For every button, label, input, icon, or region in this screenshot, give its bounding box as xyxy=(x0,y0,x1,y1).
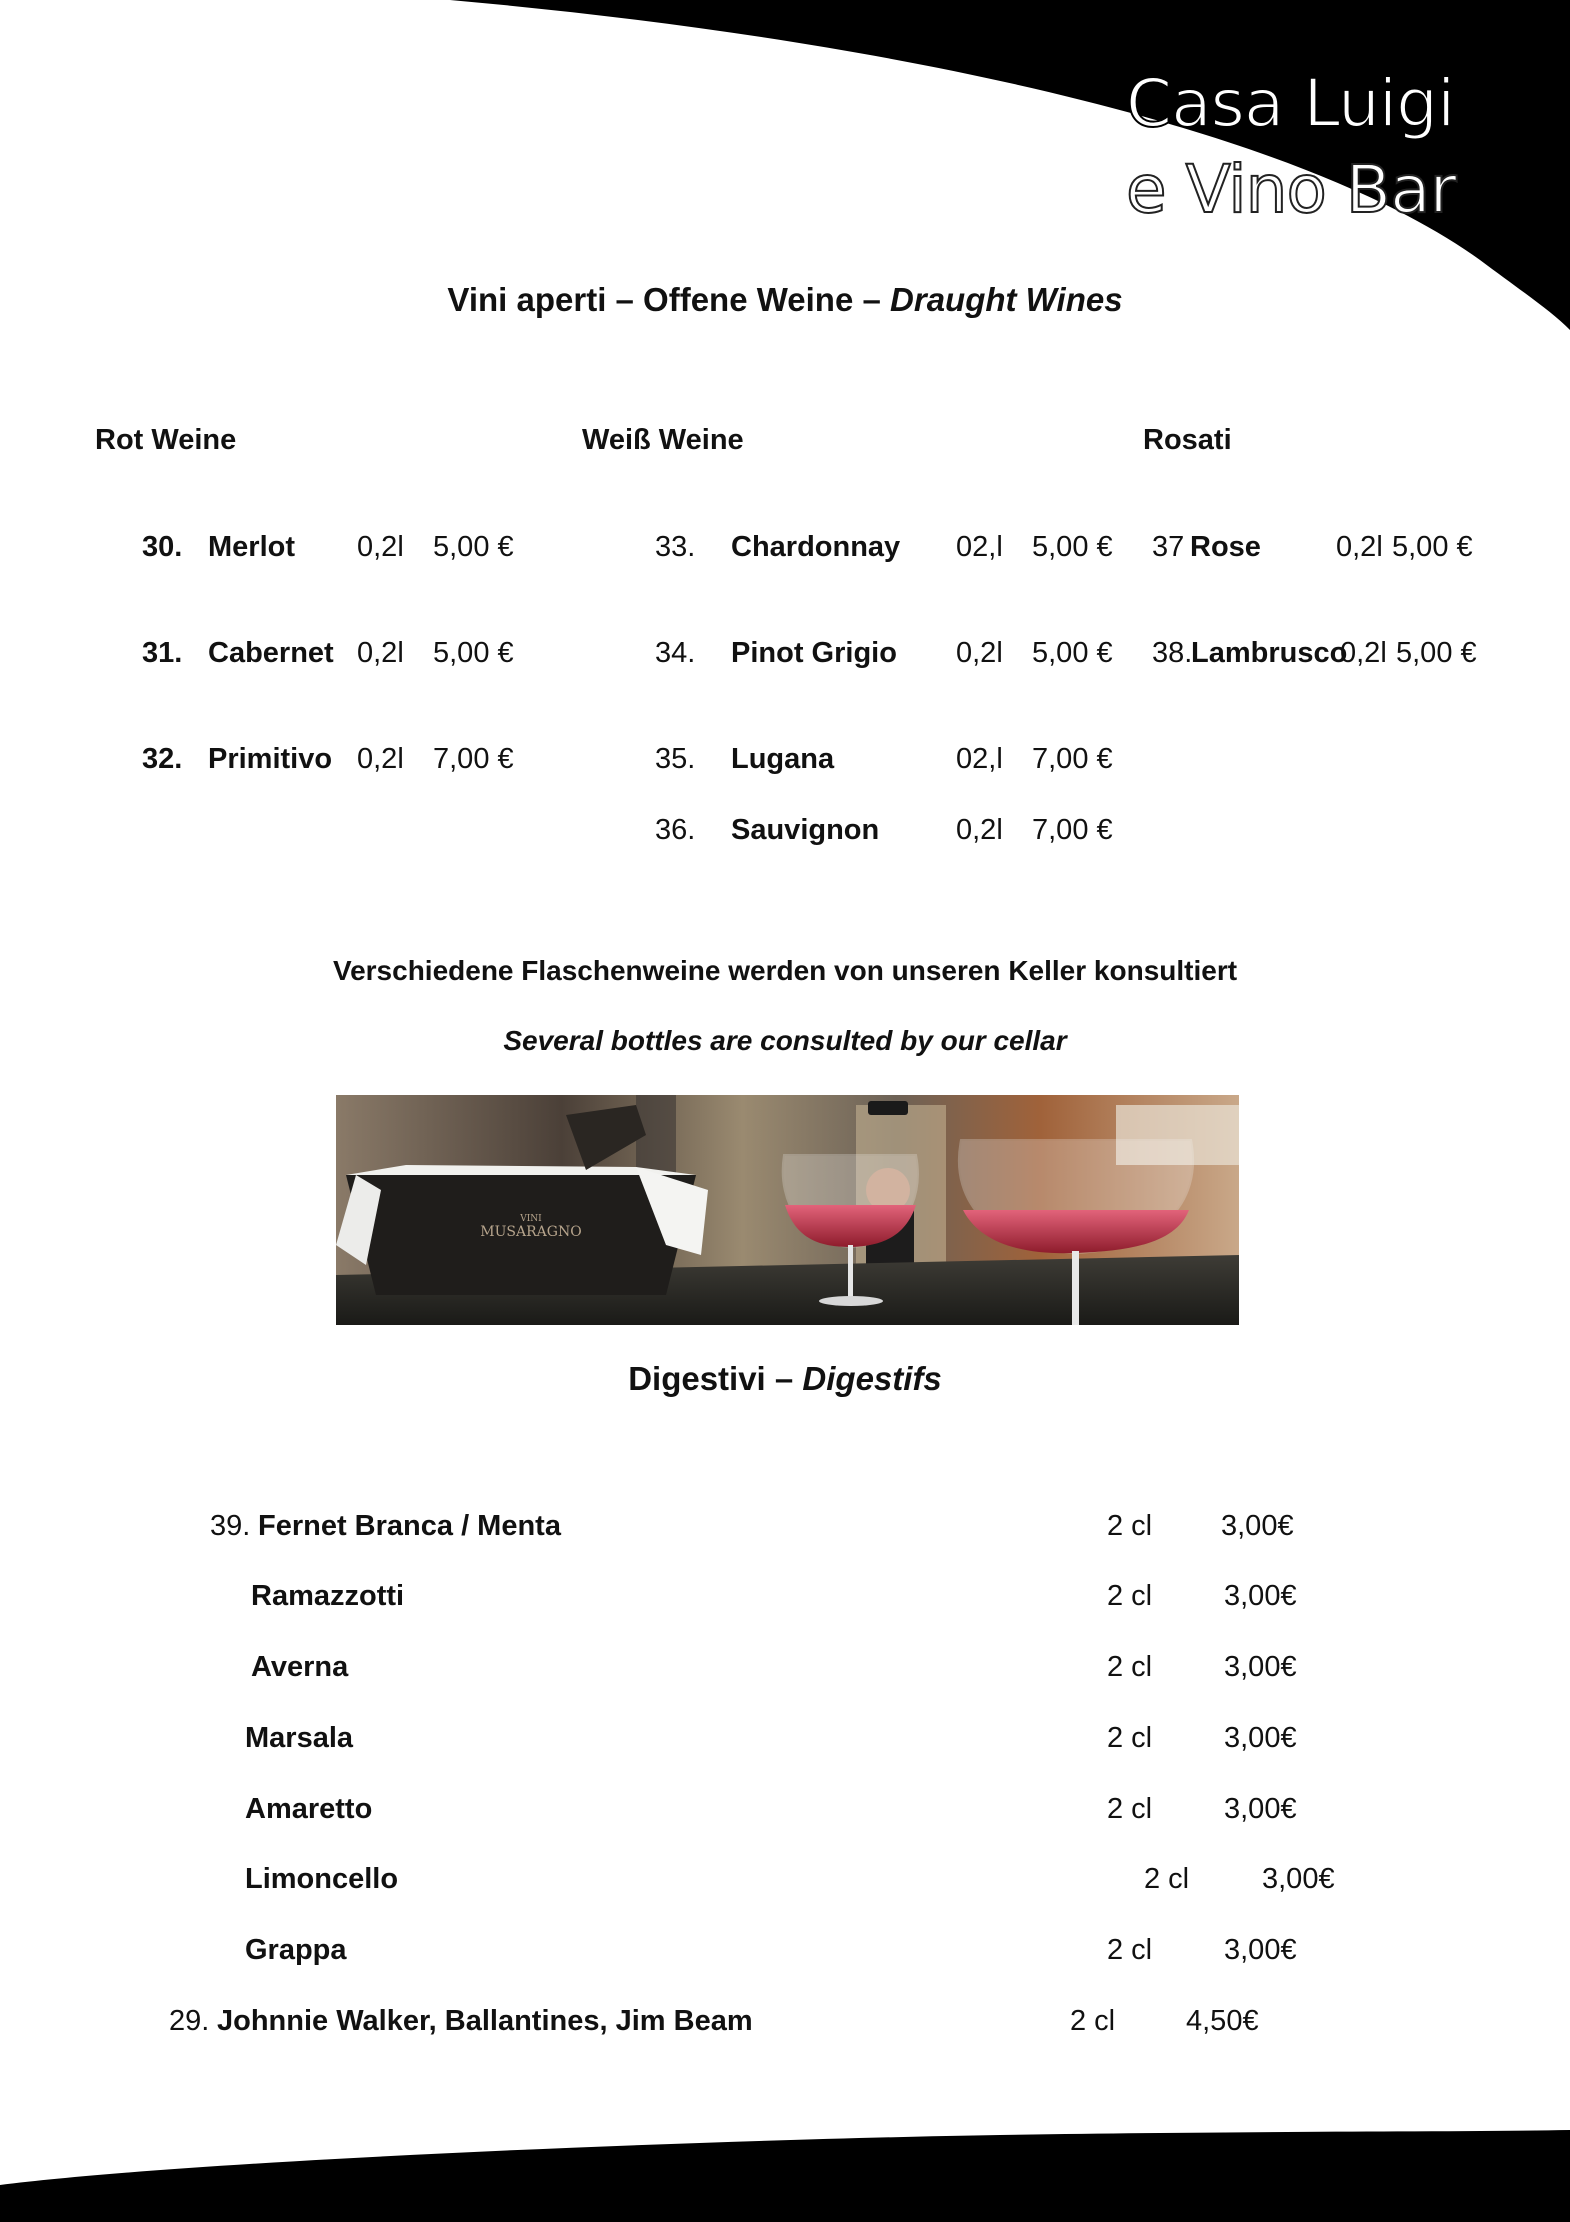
wine-size: 0,2l xyxy=(1340,637,1387,669)
bucket-label-small: VINI xyxy=(520,1214,542,1224)
wines-title xyxy=(0,281,1570,319)
heading-rose-wines: Rosati xyxy=(1143,424,1232,456)
wine-price: 5,00 € xyxy=(1032,531,1113,563)
wines-title-main: Vini aperti – Offene Weine – xyxy=(447,281,891,318)
wine-size: 0,2l xyxy=(956,814,1003,846)
wine-number: 31. xyxy=(142,637,183,669)
heading-red-wines: Rot Weine xyxy=(95,424,237,456)
wine-price: 5,00 € xyxy=(433,637,514,669)
wine-number: 32. xyxy=(142,743,183,775)
wine-price: 5,00 € xyxy=(1392,531,1473,563)
digestif-price: 3,00€ xyxy=(1221,1510,1294,1542)
wine-number: 34. xyxy=(655,637,696,669)
wine-price: 5,00 € xyxy=(1396,637,1477,669)
digestif-price: 3,00€ xyxy=(1224,1934,1297,1966)
wine-number: 37 xyxy=(1152,531,1185,563)
wine-price: 7,00 € xyxy=(1032,814,1113,846)
digestif-size: 2 cl xyxy=(1107,1934,1153,1966)
digestif-number: 29. xyxy=(169,2005,210,2037)
digestifs-title-italic: Digestifs xyxy=(802,1360,942,1397)
digestif-name: Grappa xyxy=(245,1934,347,1966)
wine-size: 0,2l xyxy=(956,637,1003,669)
digestif-name: Amaretto xyxy=(245,1793,373,1825)
digestif-price: 3,00€ xyxy=(1224,1651,1297,1683)
heading-white-wines: Weiß Weine xyxy=(582,424,744,456)
digestif-size: 2 cl xyxy=(1107,1651,1153,1683)
logo-line-2: e Vino Bar xyxy=(1126,151,1456,228)
digestif-name: Marsala xyxy=(245,1722,354,1754)
digestif-price: 4,50€ xyxy=(1186,2005,1259,2037)
digestif-name: Fernet Branca / Menta xyxy=(258,1510,561,1542)
wine-name: Sauvignon xyxy=(731,814,880,846)
digestif-price: 3,00€ xyxy=(1224,1580,1297,1612)
wine-name: Rose xyxy=(1190,531,1261,563)
digestif-price: 3,00€ xyxy=(1224,1793,1297,1825)
bottom-band xyxy=(0,2130,1570,2222)
wine-size: 02,l xyxy=(956,531,1003,563)
wine-number: 30. xyxy=(142,531,183,563)
digestif-size: 2 cl xyxy=(1107,1793,1153,1825)
digestif-name: Ramazzotti xyxy=(251,1580,405,1612)
wine-name: Pinot Grigio xyxy=(731,637,897,669)
wine-name: Merlot xyxy=(208,531,295,563)
wine-price: 5,00 € xyxy=(1032,637,1113,669)
wine-size: 0,2l xyxy=(1336,531,1383,563)
wine-name: Chardonnay xyxy=(731,531,901,563)
digestif-name: Johnnie Walker, Ballantines, Jim Beam xyxy=(217,2005,753,2037)
digestif-price: 3,00€ xyxy=(1262,1863,1335,1895)
wine-photo-illustration xyxy=(336,1095,1239,1325)
wine-name: Cabernet xyxy=(208,637,334,669)
wine-size: 0,2l xyxy=(357,743,404,775)
digestif-name: Limoncello xyxy=(245,1863,399,1895)
bucket-label: MUSARAGNO xyxy=(480,1224,582,1240)
wine-number: 35. xyxy=(655,743,696,775)
wine-number: 36. xyxy=(655,814,696,846)
wine-name: Lambrusco xyxy=(1191,637,1348,669)
digestif-size: 2 cl xyxy=(1070,2005,1116,2037)
logo-line-1: Casa Luigi xyxy=(1126,65,1455,142)
wine-number: 33. xyxy=(655,531,696,563)
digestifs-title xyxy=(0,1360,1570,1398)
digestif-size: 2 cl xyxy=(1107,1510,1153,1542)
wine-price: 5,00 € xyxy=(433,531,514,563)
digestifs-title-main: Digestivi – xyxy=(628,1360,803,1397)
digestif-price: 3,00€ xyxy=(1224,1722,1297,1754)
digestif-size: 2 cl xyxy=(1107,1722,1153,1754)
wine-price: 7,00 € xyxy=(1032,743,1113,775)
wine-price: 7,00 € xyxy=(433,743,514,775)
wine-number: 38. xyxy=(1152,637,1193,669)
digestif-size: 2 cl xyxy=(1107,1580,1153,1612)
cellar-note-de: Verschiedene Flaschenweine werden von unseren Keller konsultiert xyxy=(332,955,1238,986)
wine-name: Lugana xyxy=(731,743,835,775)
wine-size: 0,2l xyxy=(357,637,404,669)
wine-size: 02,l xyxy=(956,743,1003,775)
wine-photo xyxy=(336,1095,1239,1325)
cellar-note-en: Several bottles are consulted by our cellar xyxy=(503,1025,1067,1056)
digestif-number: 39. xyxy=(210,1510,251,1542)
wine-name: Primitivo xyxy=(208,743,333,775)
wines-title-italic: Draught Wines xyxy=(890,281,1123,318)
digestif-name: Averna xyxy=(251,1651,349,1683)
digestif-size: 2 cl xyxy=(1144,1863,1190,1895)
wine-size: 0,2l xyxy=(357,531,404,563)
